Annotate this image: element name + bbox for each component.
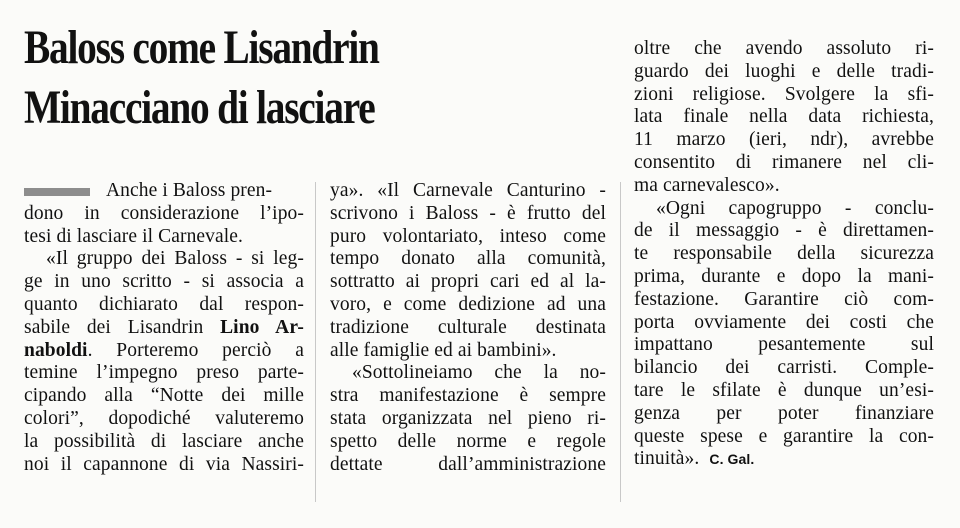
text-line: ma carnevalesco».: [634, 174, 780, 196]
text-line: «Il gruppo dei Baloss - si leg-: [46, 248, 304, 270]
text-line: colori”, dopodiché valuteremo: [24, 407, 304, 429]
text-line: queste spese e garantire la con-: [634, 425, 934, 447]
text-line: alle famiglie ed ai bambini».: [330, 339, 557, 361]
text-line: quanto dichiarato dal respon-: [24, 293, 304, 315]
text-line: cipando alla “Notte dei mille: [24, 385, 304, 407]
text-line: voro, e come dedizione ad una: [330, 293, 606, 315]
headline-line-1: Baloss come Lisandrin: [24, 21, 379, 74]
text-line: scrivono i Baloss - è frutto del: [330, 202, 606, 224]
text-line: stata organizzata nel pieno ri-: [330, 407, 606, 429]
text-line: tinuità». C. Gal.: [634, 448, 755, 470]
text-line: spetto delle norme e regole: [330, 430, 606, 452]
text-line: tare le sfilate è dunque un’esi-: [634, 379, 934, 401]
text-line: 11 marzo (ieri, ndr), avrebbe: [634, 129, 934, 151]
text-line: oltre che avendo assoluto ri-: [634, 38, 934, 59]
text-line: Anche i Baloss pren-: [24, 180, 304, 203]
lead-bar-decoration: [24, 188, 90, 196]
text-line: dettate dall’amministrazione: [330, 453, 606, 475]
text-line: tesi di lasciare il Carnevale.: [24, 225, 244, 247]
text-line: zioni religiose. Svolgere la sfi-: [634, 83, 934, 105]
person-name: Lino Ar-: [220, 316, 304, 338]
person-name: naboldi: [24, 339, 88, 361]
headline-line-2: Minacciano di lasciare: [24, 81, 375, 134]
article-column-1: [24, 180, 304, 476]
text-line: genza per poter finanziare: [634, 402, 934, 424]
text-line: tempo donato alla comunità,: [330, 248, 606, 270]
column-divider: [315, 182, 316, 502]
text-line: te responsabile della sicurezza: [634, 243, 934, 265]
column-divider: [620, 182, 621, 502]
text-line: dono in considerazione l’ipo-: [24, 202, 304, 224]
text-line: ge in uno scritto - si associa a: [24, 271, 304, 293]
text-line: noi il capannone di via Nassiri-: [24, 453, 304, 475]
article-column-3: [634, 38, 934, 471]
article-headline: [24, 18, 508, 138]
text-line: impattano pesantemente sul: [634, 334, 934, 356]
text-line: prima, durante e dopo la mani-: [634, 265, 934, 287]
text-line: stra manifestazione è sempre: [330, 385, 606, 407]
text-line: consentito di rimanere nel cli-: [634, 151, 934, 173]
text-line: sottratto ai propri cari ed al la-: [330, 271, 606, 293]
text-line: lata finale nella data richiesta,: [634, 106, 934, 128]
text-line: bilancio dei carristi. Comple-: [634, 357, 934, 379]
article-column-2: [330, 180, 606, 476]
text-line: guardo dei luoghi e delle tradi-: [634, 60, 934, 82]
text-line: sabile dei Lisandrin Lino Ar-: [24, 316, 304, 338]
text-line: festazione. Garantire ciò com-: [634, 288, 934, 310]
text-line: puro volontariato, inteso come: [330, 225, 606, 247]
text-line: «Ogni capogruppo - conclu-: [656, 197, 934, 219]
text-line: la possibilità di lasciare anche: [24, 430, 304, 452]
text-line: tradizione culturale destinata: [330, 316, 606, 338]
text-line: porta ovviamente dei costi che: [634, 311, 934, 333]
text-line: ya». «Il Carnevale Canturino -: [330, 180, 606, 201]
text-line: naboldi. Porteremo perciò a: [24, 339, 304, 361]
text-line: «Sottolineiamo che la no-: [352, 362, 606, 384]
text-line: de il messaggio - è direttamen-: [634, 220, 934, 242]
text-line: temine l’impegno preso parte-: [24, 362, 304, 384]
author-signature: C. Gal.: [709, 451, 755, 468]
